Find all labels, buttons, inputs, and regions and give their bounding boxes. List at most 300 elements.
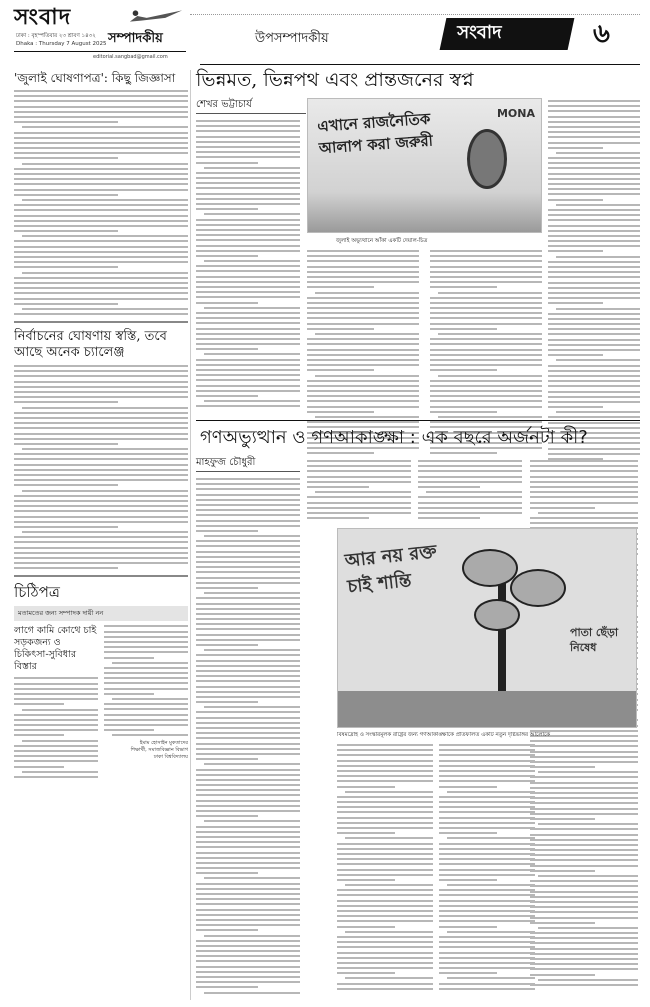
body-text-line [196,774,300,776]
body-text-line [204,820,300,822]
body-text-line [196,530,258,532]
body-text-line [104,688,188,690]
body-text-line [337,936,433,938]
body-text-line [548,214,640,216]
body-text-line [196,810,300,812]
body-text-line [548,391,640,393]
editorial-headline-1: 'জুলাই ঘোষণাপত্র': কিছু জিজ্ঞাসা [14,71,176,85]
body-text-line [14,776,98,778]
body-text-line [196,343,300,345]
body-text-line [337,962,433,964]
body-text-line [548,302,603,304]
body-text-line [104,636,188,638]
body-text-line [14,698,98,700]
body-text-line [548,375,640,377]
body-text-line [439,765,535,767]
body-text-line [530,865,638,867]
body-text-line [196,551,300,553]
body-text-line [548,126,640,128]
body-text-line [548,344,640,346]
body-text-line [14,567,118,569]
body-text-line [196,582,300,584]
body-text-line [307,338,419,340]
body-text-line [337,957,433,959]
body-text-line [196,717,300,719]
body-text-line [196,846,300,848]
body-text-line [530,740,638,742]
letters-body [14,625,188,781]
body-text-line [548,230,640,232]
photo-caption-2: বিষমদ্রোহ ও সংস্কারমূলক রাষ্ট্রের জন্য গণআকাঙ্ক্ষাকে প্রতিফলিত একটি নতুন দৃষ্টিভঙ্গির আলোকে [337,732,551,738]
article-top-rule [196,420,640,421]
body-text-line [196,385,300,387]
body-text-line [196,390,300,392]
body-text-line [548,209,640,211]
body-text-line [204,877,300,879]
body-text-line [22,490,188,492]
body-text-line [418,502,522,504]
body-text-line [104,677,188,679]
body-text-line [14,536,188,538]
body-text-line [196,966,300,968]
body-text-line [430,317,542,319]
body-text-line [337,780,433,782]
body-text-line [548,365,640,367]
body-text-line [196,265,300,267]
body-text-line [196,328,300,330]
body-text-line [14,760,98,762]
body-text-line [196,613,300,615]
body-text-line [104,703,188,705]
article-headline-1: ভিন্নমত, ভিন্নপথ এবং প্রান্তজনের স্বপ্ন [196,69,474,91]
body-text-line [430,271,542,273]
body-text-line [196,395,258,397]
body-text-line [439,915,535,917]
body-text-line [204,353,300,355]
body-text-line [548,121,640,123]
body-text-line [337,869,433,871]
body-text-line [430,359,542,361]
body-text-line [196,794,300,796]
body-text-line [112,698,188,700]
body-text-line [418,460,522,462]
body-text-line [430,323,542,325]
body-text-line [196,711,300,713]
body-text-line [439,832,497,834]
body-text-line [439,874,535,876]
body-text-line [430,328,497,330]
sub-section-title: উপসম্পাদকীয় [255,31,329,46]
body-text-line [439,983,535,985]
letter-headline: লাগে কামি কোথে চাই সড়কজন্য ও চিকিৎসা-সুবিধার বিস্তার [14,625,97,673]
body-text-line [196,338,300,340]
body-text-line [14,225,188,227]
body-text-line [307,517,369,519]
body-text-line [430,354,542,356]
body-text-line [548,287,640,289]
body-text-line [337,910,433,912]
body-text-line [14,541,188,543]
body-text-line [439,910,535,912]
body-text-line [438,333,542,335]
body-text-line [447,837,535,839]
body-text-line [14,189,188,191]
body-text-line [548,385,640,387]
body-text-line [307,307,419,309]
body-text-line [430,297,542,299]
body-text-line [196,603,300,605]
body-text-line [426,491,522,493]
body-text-line [447,791,535,793]
body-text-line [548,282,640,284]
body-text-line [196,250,300,252]
body-text-line [196,675,300,677]
body-text-line [196,789,300,791]
body-text-line [337,874,433,876]
body-text-line [307,328,374,330]
body-text-line [307,343,419,345]
body-text-line [14,693,98,695]
body-text-line [530,870,595,872]
body-text-line [196,322,300,324]
body-text-line [196,187,300,189]
body-text-line [14,510,188,512]
body-text-line [196,748,300,750]
body-text-line [307,359,419,361]
body-text-line [196,800,300,802]
body-text-line [439,744,535,746]
body-text-line [196,665,300,667]
body-text-line [438,375,542,377]
body-text-line [196,940,300,942]
body-text-line [196,737,300,739]
body-text-line [530,792,638,794]
body-text-line [548,193,640,195]
body-text-line [14,178,188,180]
body-text-line [307,354,419,356]
body-text-line [530,963,638,965]
date-bengali: ঢাকা : বৃহস্পতিবার ২৩ শ্রাবণ ১৪৩২ [16,33,96,39]
body-text-line [439,869,535,871]
body-text-line [14,453,188,455]
masthead [0,0,650,66]
body-text-line [14,495,188,497]
body-text-line [196,623,300,625]
body-text-line [345,837,433,839]
body-text-line [337,988,433,990]
body-text-line [14,469,188,471]
body-text-line [14,173,188,175]
body-text-line [14,137,188,139]
body-text-line [14,240,188,242]
body-text-line [530,974,595,976]
body-text-line [307,271,419,273]
body-text-line [439,811,535,813]
body-text-line [204,935,300,937]
body-text-line [439,926,497,928]
body-text-line [337,801,433,803]
body-text-line [204,763,300,765]
body-text-line [530,880,638,882]
body-text-line [14,479,188,481]
body-text-line [196,203,300,205]
body-text-line [439,900,535,902]
body-text-line [104,631,188,633]
mural-leaf [462,549,518,587]
body-text-line [14,552,188,554]
body-text-line [14,106,188,108]
body-text-line [530,502,638,504]
body-text-line [196,374,300,376]
body-text-line [439,754,535,756]
body-text-line [345,931,433,933]
body-text-line [418,481,522,483]
newspaper-logo-banner-text: সংবাদ [457,22,502,43]
body-text-line [548,271,640,273]
body-text-line [439,988,535,990]
body-text-line [439,962,535,964]
body-text-line [196,909,300,911]
body-text-line [307,395,419,397]
body-text-line [196,857,300,859]
body-text-line [14,500,188,502]
column-divider [190,70,191,1000]
body-text-line [14,370,188,372]
body-text-line [315,416,419,418]
body-text-line [196,929,258,931]
body-text-line [430,343,542,345]
body-text-line [439,889,535,891]
body-text-line [337,853,433,855]
body-text-line [196,151,300,153]
body-text-line [14,703,64,705]
body-text-line [430,400,542,402]
body-text-line [14,750,98,752]
letter-text [14,677,98,778]
body-text-line [430,411,497,413]
body-text-line [548,401,640,403]
signature-line: শিক্ষার্থী, সমাজবিজ্ঞান বিভাগ [130,747,188,754]
body-text-line [548,116,640,118]
body-text-line [337,983,433,985]
body-text-line [430,338,542,340]
body-text-line [307,460,411,462]
body-text-line [548,142,640,144]
article-byline-2: মাহফুজ চৌধুরী [196,457,256,468]
body-text-line [530,507,595,509]
body-text-line [196,914,300,916]
body-text-line [307,502,411,504]
body-text-line [530,828,638,830]
body-text-line [530,465,638,467]
body-text-line [14,90,188,92]
body-text-line [14,220,188,222]
body-text-line [430,260,542,262]
body-text-line [548,250,603,252]
body-text-line [14,251,188,253]
body-text-line [337,905,433,907]
body-text-line [196,608,300,610]
body-text-line [439,775,535,777]
body-text-line [530,932,638,934]
body-text-line [14,287,188,289]
body-text-line [14,168,188,170]
body-text-line [196,779,300,781]
body-text-line [337,941,433,943]
body-text-line [430,307,542,309]
body-text-line [439,858,535,860]
section-divider [14,575,188,577]
body-text-line [14,152,188,154]
body-text-line [196,769,300,771]
photo-graffiti-text: এখানে রাজনৈতিক আলাপ করা জরুরী [316,109,434,158]
body-text-line [430,390,542,392]
body-text-line [548,183,640,185]
body-text-line [438,292,542,294]
body-text-line [196,405,300,407]
body-text-line [196,229,300,231]
body-text-line [14,313,188,315]
body-text-line [418,496,522,498]
body-text-line [196,727,300,729]
body-text-line [439,780,535,782]
body-text-line [196,784,300,786]
body-text-line [14,204,188,206]
body-text-line [337,900,433,902]
body-text-line [307,481,411,483]
body-text-line [196,831,300,833]
body-text-line [196,628,300,630]
body-text-line [14,724,98,726]
date-english: Dhaka : Thursday 7 August 2025 [16,41,107,47]
body-text-line [538,771,638,773]
body-text-line [548,339,640,341]
body-text-line [530,522,638,524]
body-text-line [14,458,188,460]
body-text-line [196,805,300,807]
body-text-line [14,729,98,731]
body-text-line [104,724,188,726]
body-text-line [538,927,638,929]
body-text-line [196,348,258,350]
body-text-line [548,147,603,149]
editorial-headline-2: নির্বাচনের ঘোষণায় স্বস্তি, তবে আছে অনেক চ্যালেঞ্জ [14,329,167,361]
body-text-line [104,667,188,669]
body-text-line [530,496,638,498]
masthead-rule [200,64,640,65]
body-text-line [307,260,419,262]
body-text-line [204,706,300,708]
body-text-line [14,147,188,149]
body-text-line [14,755,98,757]
body-text-line [196,296,300,298]
body-text-line [430,286,497,288]
body-text-line [196,577,300,579]
body-text-line [196,156,300,158]
body-text-line [530,460,638,462]
letter-signature [104,740,188,761]
body-text-line [530,885,638,887]
body-text-line [196,960,300,962]
body-text-line [439,952,535,954]
body-text-line [14,688,98,690]
body-text-line [14,464,188,466]
body-text-line [196,556,300,558]
body-text-line [548,219,640,221]
photo-mural-text: আর নয় রক্ত চাই শান্তি [343,541,438,598]
body-text-line [196,234,300,236]
body-text-line [530,745,638,747]
body-text-line [196,758,258,760]
body-text-line [548,349,640,351]
body-text-line [548,292,640,294]
section-divider [14,321,188,323]
body-text-line [307,476,411,478]
body-text-line [196,872,258,874]
body-text-line [315,333,419,335]
body-text-line [14,745,98,747]
body-text-line [14,438,188,440]
body-text-line [530,984,638,986]
body-text-line [418,507,522,509]
body-text-line [196,359,300,361]
body-text-line [14,521,188,523]
body-text-line [548,188,640,190]
body-text-line [530,948,638,950]
body-text-line [196,634,300,636]
body-text-line [196,364,300,366]
body-text-line [14,375,188,377]
body-text-line [548,157,640,159]
body-text-line [22,407,188,409]
body-text-line [556,308,640,310]
body-text-line [14,505,188,507]
dotted-divider [190,14,640,15]
body-text-line [204,535,300,537]
body-text-line [530,470,638,472]
body-text-line [447,977,535,979]
body-text-line [548,105,640,107]
letter-text [104,625,188,736]
body-text-line [196,743,300,745]
body-text-line [104,646,188,648]
body-text-line [548,328,640,330]
article-column [337,744,433,993]
body-text-line [337,843,433,845]
body-text-line [196,125,300,127]
body-text-line [307,496,411,498]
body-text-line [22,448,188,450]
body-text-line [196,722,300,724]
body-text-line [307,286,374,288]
body-text-line [430,369,497,371]
body-text-line [439,848,535,850]
body-text-line [439,936,535,938]
body-text-line [337,770,433,772]
body-text-line [548,276,640,278]
body-text-line [530,797,638,799]
body-text-line [14,292,188,294]
body-text-line [307,302,419,304]
article-column [196,120,300,411]
body-text-line [430,255,542,257]
body-text-line [196,893,300,895]
body-text-line [439,801,535,803]
body-text-line [196,753,300,755]
body-text-line [104,719,188,721]
body-text-line [439,967,535,969]
body-text-line [345,884,433,886]
